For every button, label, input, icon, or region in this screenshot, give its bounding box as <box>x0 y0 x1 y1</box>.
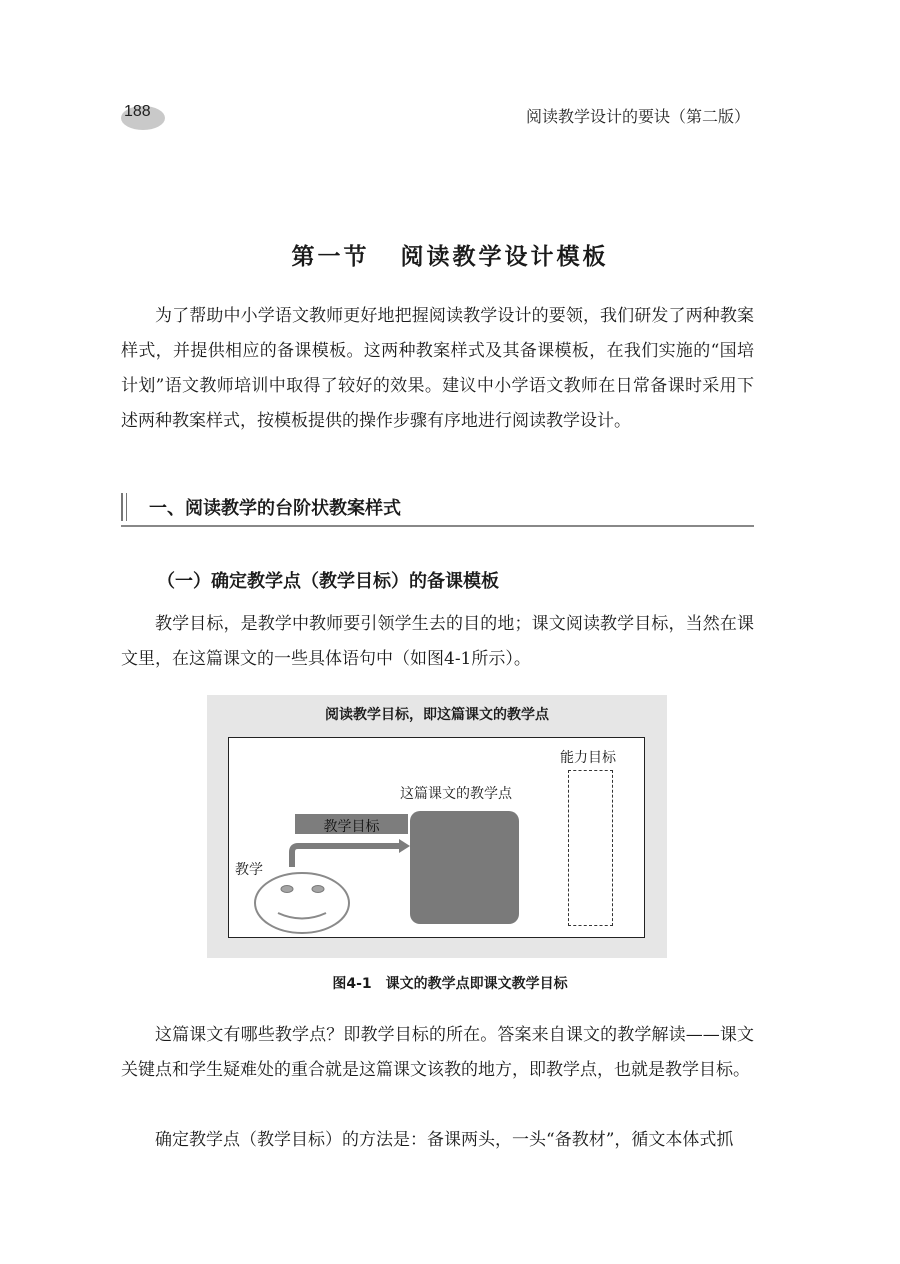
section-heading: 阅读教学设计模板 <box>400 243 609 270</box>
heading-level3: （一）确定教学点（教学目标）的备课模板 <box>157 571 499 592</box>
smiley-right-eye-icon <box>312 886 324 893</box>
intro-paragraph: 为了帮助中小学语文教师更好地把握阅读教学设计的要领，我们研发了两种教案样式，并提供相应的备课模板。这两种教案样式及其备课模板，在我们实施的“国培计划”语文教师培训中取得了较好的效果。建议中小学语文教师在日常备课时采用下述两种教案样式，按模板提供的操作步骤有序地进行阅读教学设计。 <box>121 306 754 431</box>
smiley-left-eye-icon <box>281 886 293 893</box>
running-header-title: 阅读教学设计的要诀（第二版） <box>525 107 750 126</box>
smiley-face-icon <box>255 873 349 933</box>
ability-goal-label: 能力目标 <box>560 750 616 766</box>
method-paragraph: 确定教学点（教学目标）的方法是：备课两头，一头“备教材”，循文本体式抓 <box>155 1130 734 1150</box>
section-title <box>0 238 900 271</box>
figure-4-1 <box>207 695 667 958</box>
arrowhead-icon <box>399 839 410 853</box>
figure-frame <box>228 737 645 938</box>
question-paragraph: 这篇课文有哪些教学点？即教学目标的所在。答案来自课文的教学解读——课文关键点和学生疑难处的重合就是这篇课文该教的地方，即教学点，也就是教学目标。 <box>121 1025 754 1080</box>
page-number: 188 <box>124 103 151 120</box>
teaching-points-label: 这篇课文的教学点 <box>400 786 512 802</box>
figure-caption: 图4-1 课文的教学点即课文教学目标 <box>332 976 568 992</box>
goal-paragraph: 教学目标，是教学中教师要引领学生去的目的地；课文阅读教学目标，当然在课文里，在这篇课文的一些具体语句中（如图4-1所示）。 <box>121 614 754 669</box>
figure-title: 阅读教学目标，即这篇课文的教学点 <box>325 707 549 723</box>
arrow-icon <box>292 846 400 867</box>
heading-bar-decoration <box>121 493 127 521</box>
heading-level2 <box>121 491 754 527</box>
smiley-mouth-icon <box>278 913 326 919</box>
section-label: 第一节 <box>291 243 370 270</box>
heading-level2-text: 一、阅读教学的台阶状教案样式 <box>149 498 401 519</box>
teaching-goal-label: 教学目标 <box>323 819 380 835</box>
teaching-label: 教学 <box>235 862 263 878</box>
figure-graphics <box>229 738 644 937</box>
